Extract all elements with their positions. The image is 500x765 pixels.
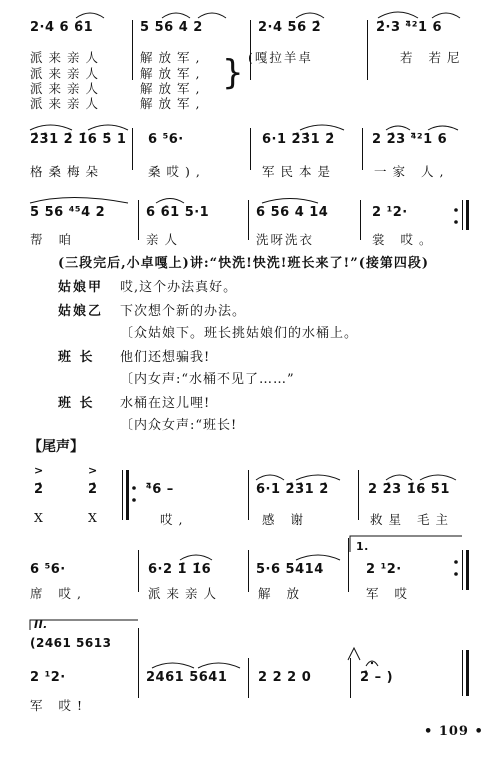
notes-s4-3: ⁴̄6 – (146, 482, 174, 497)
lyric-s4-3: 哎, (160, 512, 189, 527)
speaker-1: 姑娘甲 (58, 280, 104, 295)
accent-mark: > (88, 464, 98, 477)
lyric-s3-4: 裳 哎。 (372, 232, 438, 247)
repeat-dot (132, 498, 136, 502)
slur (300, 125, 344, 130)
notes-s4-5: 2 2̇3 1̇6 5̇1 (368, 482, 450, 497)
lyric-s3-3: 洗呀洗衣 (256, 232, 315, 247)
notes-s5-1: 6 ⁵6· (30, 562, 66, 577)
lyric-s6-1: 军 哎! (30, 698, 88, 713)
fermata (366, 661, 378, 666)
slur (152, 663, 194, 668)
speaker-4: 班 长 (58, 350, 95, 365)
slur (386, 475, 412, 480)
slur (262, 199, 318, 204)
notes-s2-m4: 2 2̇3 ⁴̄²1 6 (372, 132, 448, 147)
speaker-2: 姑娘乙 (58, 304, 104, 319)
notes-s5-3: 5·6 5414 (256, 562, 324, 577)
slur (432, 13, 460, 18)
repeat-dot (454, 572, 458, 576)
notes-s4-1: 2̇ (34, 482, 44, 497)
lyric-s4-2: X (88, 510, 103, 525)
slur (162, 13, 190, 18)
notes-s3-m3: 6 56 4 14 (256, 205, 329, 220)
section-title: 【尾声】 (28, 439, 84, 455)
barline (360, 200, 361, 240)
line-6: 水桶在这儿哩! (120, 396, 211, 411)
accent-mark: > (34, 464, 44, 477)
notes-s1-m3: 2·4 56 2̇ (258, 20, 322, 35)
slur (76, 13, 104, 18)
fermata-dot (371, 662, 373, 664)
notes-s2-m2: 6 ⁵6· (148, 132, 184, 147)
notes-s3-m1: 5 56 ⁴⁵4 2 (30, 205, 106, 220)
barline (348, 538, 349, 592)
lyric-s3-2: 亲人 (146, 232, 184, 247)
slur (386, 126, 410, 130)
slur (30, 198, 128, 204)
notes-s6-2: 2461 5641 (146, 670, 228, 685)
line-5: 〔内女声:“水桶不见了……” (120, 372, 295, 387)
notes-s6-4: 2̇ – ) (360, 670, 394, 685)
slur (296, 555, 340, 560)
notes-s6-intro: (2461 5613 (30, 636, 112, 650)
notes-s2-m3: 6·1 2̇3̇1 2̇ (262, 132, 335, 147)
notes-s3-m2: 6 6̇1 5·1 (146, 205, 210, 220)
notes-s1-m1: 2·4 6 6̇1 (30, 20, 94, 35)
repeat-dot (132, 486, 136, 490)
lyric-s5-1: 席 哎, (30, 586, 87, 601)
notes-s5-4: 2 ¹2· (366, 562, 402, 577)
lyric-s5-4: 军 哎 (366, 586, 413, 601)
repeat-start-barline (126, 470, 129, 520)
lyric-s3-1: 帮 咱 (30, 232, 77, 247)
barline (350, 658, 351, 698)
barline (138, 200, 139, 240)
barline (122, 470, 123, 520)
slur (420, 475, 456, 480)
barline (358, 470, 359, 520)
notes-s5-2: 6·2 1̇ 1̇6 (148, 562, 212, 577)
notes-s4-2: 2̇ (88, 482, 98, 497)
stage-direction: (三段完后,小卓嘎上)讲:“快洗!快洗!班长来了!”(接第四段) (58, 256, 430, 271)
notes-s2-m1: 2̇3̇1 2̇ 1̇6 5̇ 1 (30, 132, 127, 147)
lyric-brace: } (222, 53, 244, 93)
volta-2: II. (34, 618, 48, 631)
slur (180, 555, 212, 560)
lyric-s5-3: 解 放 (258, 586, 305, 601)
speaker-6: 班 长 (58, 396, 95, 411)
notes-s1-m4: 2̇·3 ⁴̄²1 6 (376, 20, 443, 35)
line-1: 哎,这个办法真好。 (120, 280, 238, 295)
lyric-s4-1: X (34, 510, 49, 525)
lyric-repeat-2b: 解放军, (140, 66, 206, 81)
final-barline (466, 200, 469, 230)
notes-s1-m2: 5 56 4 2 (140, 20, 203, 35)
notes-s6-1: 2 ¹2· (30, 670, 66, 685)
slur (296, 13, 324, 18)
lyric-s2-4: 一家 人, (374, 164, 450, 179)
line-2: 下次想个新的办法。 (120, 304, 247, 319)
lyric-repeat-3b: 解放军, (140, 81, 206, 96)
notes-s6-3: 2 2 2 0 (258, 670, 312, 685)
slur (378, 12, 418, 18)
lyric-s5-2: 派来亲人 (148, 586, 223, 601)
repeat-end-barline (466, 550, 469, 590)
barline (132, 20, 133, 80)
barline (362, 128, 363, 170)
barline (132, 128, 133, 170)
barline (462, 550, 463, 590)
slur (198, 663, 240, 668)
barline (462, 650, 463, 696)
barline (138, 628, 139, 698)
lyric-repeat-4a: 派来亲人 (30, 96, 105, 111)
repeat-dot (454, 208, 458, 212)
slur (198, 13, 226, 18)
lyric-s1-2: 解放军, (140, 50, 206, 65)
lyric-s1-4: 若 若尼 (400, 50, 466, 65)
final-barline (466, 650, 469, 696)
barline (138, 550, 139, 592)
slur (256, 475, 284, 480)
page-number: • 109 • (424, 724, 484, 739)
barline (248, 470, 249, 520)
barline (248, 550, 249, 592)
barline (248, 200, 249, 240)
lyric-s1-1: 派来亲人 (30, 50, 105, 65)
line-7: 〔内众女声:“班长! (120, 418, 238, 433)
lyric-s4-4: 感 谢 (262, 512, 309, 527)
barline (248, 658, 249, 698)
lyric-s2-3: 军民本是 (262, 164, 337, 179)
slur (88, 125, 128, 130)
repeat-dot (454, 560, 458, 564)
line-4: 他们还想骗我! (120, 350, 211, 365)
slur (428, 126, 458, 130)
lyric-repeat-3a: 派来亲人 (30, 81, 105, 96)
lyric-s4-5: 救星 毛主 (370, 512, 454, 527)
lyric-repeat-2a: 派来亲人 (30, 66, 105, 81)
line-3: 〔众姑娘下。班长挑姑娘们的水桶上。 (120, 326, 359, 341)
lyric-s1-3: (嘎拉羊卓 (248, 50, 313, 65)
barline (250, 128, 251, 170)
notes-s3-m4: 2 ¹2· (372, 205, 408, 220)
notes-s4-4: 6·1 2̇3̇1 2̇ (256, 482, 329, 497)
lyric-s2-1: 格桑梅朵 (30, 164, 105, 179)
barline (462, 200, 463, 230)
lyric-repeat-4b: 解放军, (140, 96, 206, 111)
repeat-dot (454, 220, 458, 224)
volta-1: 1. (356, 540, 369, 553)
slur (296, 475, 340, 480)
barline (367, 20, 368, 80)
lyric-s2-2: 桑哎), (148, 164, 206, 179)
slur (156, 199, 184, 204)
slur (30, 125, 72, 130)
